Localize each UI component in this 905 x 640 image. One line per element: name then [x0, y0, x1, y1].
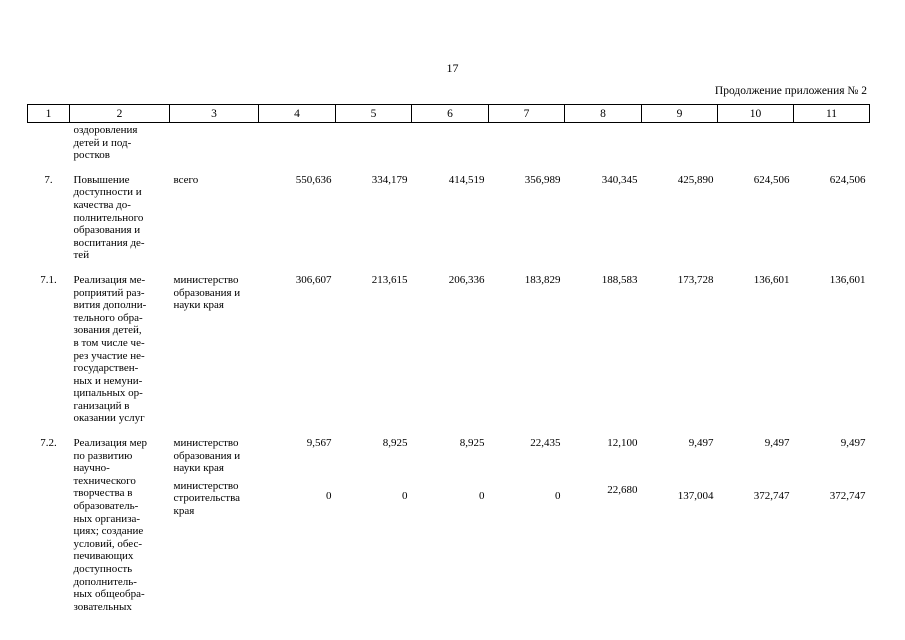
measure-name-line: тей	[73, 249, 90, 262]
value-cell-col-11	[794, 264, 870, 427]
value-cell-col-9	[642, 123, 718, 164]
executor-name-secondary	[174, 480, 255, 518]
measure-name-line: качества до-	[73, 198, 131, 211]
measure-name-line: ных организа-	[73, 512, 141, 525]
executor-name	[174, 437, 255, 475]
value-secondary: 372,747	[829, 489, 866, 502]
executor-name-line: министерство	[173, 437, 239, 450]
measure-name-line: оказании услуг	[73, 412, 145, 425]
column-header-8: 8	[565, 105, 642, 123]
value-cell-col-9	[642, 164, 718, 264]
measure-name-line: доступность	[73, 563, 133, 575]
measure-name-line: ципальных ор-	[73, 387, 143, 400]
executor-name-line: образования и	[173, 449, 241, 462]
column-header-4: 4	[259, 105, 336, 123]
measure-name-line: воспитания де-	[73, 236, 145, 249]
column-header-3: 3	[170, 105, 259, 123]
header-row	[28, 105, 870, 123]
measure-name-line: творчества в	[73, 487, 133, 500]
executor-name-line: всего	[173, 173, 199, 186]
page-number: 17	[446, 61, 459, 75]
value-secondary: 372,747	[753, 489, 790, 502]
value-cell-col-9	[642, 264, 718, 427]
value-cell-col-4	[259, 264, 336, 427]
budget-table	[27, 104, 870, 615]
measure-name-line: государствен-	[73, 362, 139, 375]
value-secondary: 0	[326, 489, 332, 502]
measure-name-line: полнительного	[73, 211, 144, 224]
executor-name-secondary-line: края	[173, 505, 195, 518]
measure-name-cell	[70, 164, 170, 264]
value-cell-col-9	[642, 427, 718, 615]
column-header-2: 2	[70, 105, 170, 123]
measure-name-line: рез участие не-	[73, 349, 145, 362]
value-cell-col-4	[259, 123, 336, 164]
measure-name-line: условий, обес-	[73, 537, 142, 550]
value-cell-col-6	[412, 264, 489, 427]
executor-name-secondary-line: министерство	[173, 479, 239, 492]
executor-cell	[170, 164, 259, 264]
measure-name-line: ных общеобра-	[73, 588, 145, 601]
value: 22,435	[530, 437, 561, 450]
value-secondary: 0	[402, 489, 408, 502]
value: 12,100	[607, 437, 638, 450]
value-cell-col-6	[412, 427, 489, 615]
value: 550,636	[295, 173, 332, 186]
column-header-7: 7	[489, 105, 565, 123]
measure-name-line: по развитию	[73, 449, 133, 462]
value: 8,925	[459, 437, 485, 450]
value-cell-col-8	[565, 164, 642, 264]
measure-name-line: Реализация мер	[73, 437, 147, 450]
value: 136,601	[753, 273, 790, 286]
value: 624,506	[753, 173, 790, 186]
measure-name-cell	[70, 427, 170, 615]
measure-name-line: ных и немуни-	[73, 374, 143, 387]
executor-name-line: министерство	[173, 273, 239, 286]
executor-name	[174, 274, 255, 312]
value-cell-col-10	[718, 123, 794, 164]
measure-name-line: Реализация ме-	[73, 273, 146, 286]
value: 183,829	[524, 273, 561, 286]
value-cell-col-10	[718, 164, 794, 264]
measure-name-line: научно-	[73, 462, 110, 475]
measure-name-line: доступности и	[73, 186, 142, 199]
value: 9,497	[688, 437, 714, 450]
executor-cell	[170, 264, 259, 427]
value-cell-col-5	[336, 164, 412, 264]
value: 206,336	[448, 273, 485, 286]
measure-name-cell	[70, 123, 170, 164]
measure-name-line: роприятий раз-	[73, 286, 145, 299]
value: 334,179	[371, 173, 408, 186]
value-cell-col-10	[718, 264, 794, 427]
value-cell-col-8	[565, 123, 642, 164]
value-cell-col-7	[489, 264, 565, 427]
value: 624,506	[829, 173, 866, 186]
table-body	[28, 123, 870, 616]
executor-cell	[170, 123, 259, 164]
value-secondary: 137,004	[677, 489, 714, 502]
executor-name-line: образования и	[173, 286, 241, 299]
measure-name	[74, 174, 166, 262]
value-secondary: 22,680	[607, 483, 638, 496]
measure-name-line: дополнитель-	[73, 575, 137, 588]
measure-name-line: детей и под-	[73, 136, 132, 149]
value: 8,925	[382, 437, 408, 450]
executor-name-secondary-line: строительства	[173, 492, 241, 505]
measure-name-line: технического	[73, 474, 136, 487]
row-number: 7.	[44, 173, 53, 186]
value: 306,607	[295, 273, 332, 286]
value-cell-col-4	[259, 164, 336, 264]
measure-name-line: зовательных	[73, 600, 132, 613]
value-cell-col-10	[718, 427, 794, 615]
table-row	[28, 164, 870, 264]
value-cell-col-11	[794, 427, 870, 615]
value: 9,497	[764, 437, 790, 450]
value-cell-col-7	[489, 164, 565, 264]
row-number: 7.2.	[40, 437, 57, 450]
table-row	[28, 427, 870, 615]
measure-name	[74, 437, 166, 613]
measure-name-line: ростков	[73, 149, 110, 162]
value: 173,728	[677, 273, 714, 286]
column-header-6: 6	[412, 105, 489, 123]
value-cell-col-6	[412, 164, 489, 264]
measure-name-cell	[70, 264, 170, 427]
table-row	[28, 123, 870, 164]
value-cell-col-7	[489, 427, 565, 615]
value-cell-col-4	[259, 427, 336, 615]
value: 188,583	[601, 273, 638, 286]
column-header-11: 11	[794, 105, 870, 123]
measure-name-line: оздоровления	[73, 124, 138, 136]
value: 213,615	[371, 273, 408, 286]
value: 9,497	[840, 437, 866, 450]
measure-name-line: зования детей,	[73, 324, 142, 337]
value: 356,989	[524, 173, 561, 186]
column-header-1: 1	[28, 105, 70, 123]
measure-name-line: тельного обра-	[73, 311, 143, 324]
measure-name-line: образователь-	[73, 500, 139, 513]
measure-name-line: ганизаций в	[73, 399, 130, 412]
measure-name-line: образования и	[73, 224, 141, 237]
measure-name-line: вития дополни-	[73, 299, 147, 312]
column-header-5: 5	[336, 105, 412, 123]
measure-name-line: циях; создание	[73, 525, 144, 538]
executor-name-line: науки края	[173, 299, 224, 312]
executor-name	[174, 174, 255, 187]
value-cell-col-5	[336, 123, 412, 164]
measure-name-line: в том числе че-	[73, 336, 145, 349]
measure-name-line: печивающих	[73, 550, 134, 563]
row-number: 7.1.	[40, 273, 57, 286]
executor-name-line: науки края	[173, 462, 224, 475]
value-cell-col-11	[794, 123, 870, 164]
value-secondary: 0	[479, 489, 485, 502]
column-header-9: 9	[642, 105, 718, 123]
value: 425,890	[677, 173, 714, 186]
value-cell-col-8	[565, 264, 642, 427]
value-secondary: 0	[555, 489, 561, 502]
measure-name	[74, 124, 166, 162]
value: 414,519	[448, 173, 485, 186]
value-cell-col-5	[336, 427, 412, 615]
executor-cell	[170, 427, 259, 615]
value: 136,601	[829, 273, 866, 286]
column-header-10: 10	[718, 105, 794, 123]
value: 340,345	[601, 173, 638, 186]
row-number	[28, 123, 70, 164]
value-cell-col-11	[794, 164, 870, 264]
measure-name	[74, 274, 166, 425]
value-cell-col-7	[489, 123, 565, 164]
value-cell-col-8	[565, 427, 642, 615]
value-cell-col-6	[412, 123, 489, 164]
measure-name-line: Повышение	[73, 173, 130, 186]
value: 9,567	[306, 437, 332, 450]
value-cell-col-5	[336, 264, 412, 427]
appendix-continuation-label: Продолжение приложения № 2	[714, 85, 867, 97]
table-row	[28, 264, 870, 427]
